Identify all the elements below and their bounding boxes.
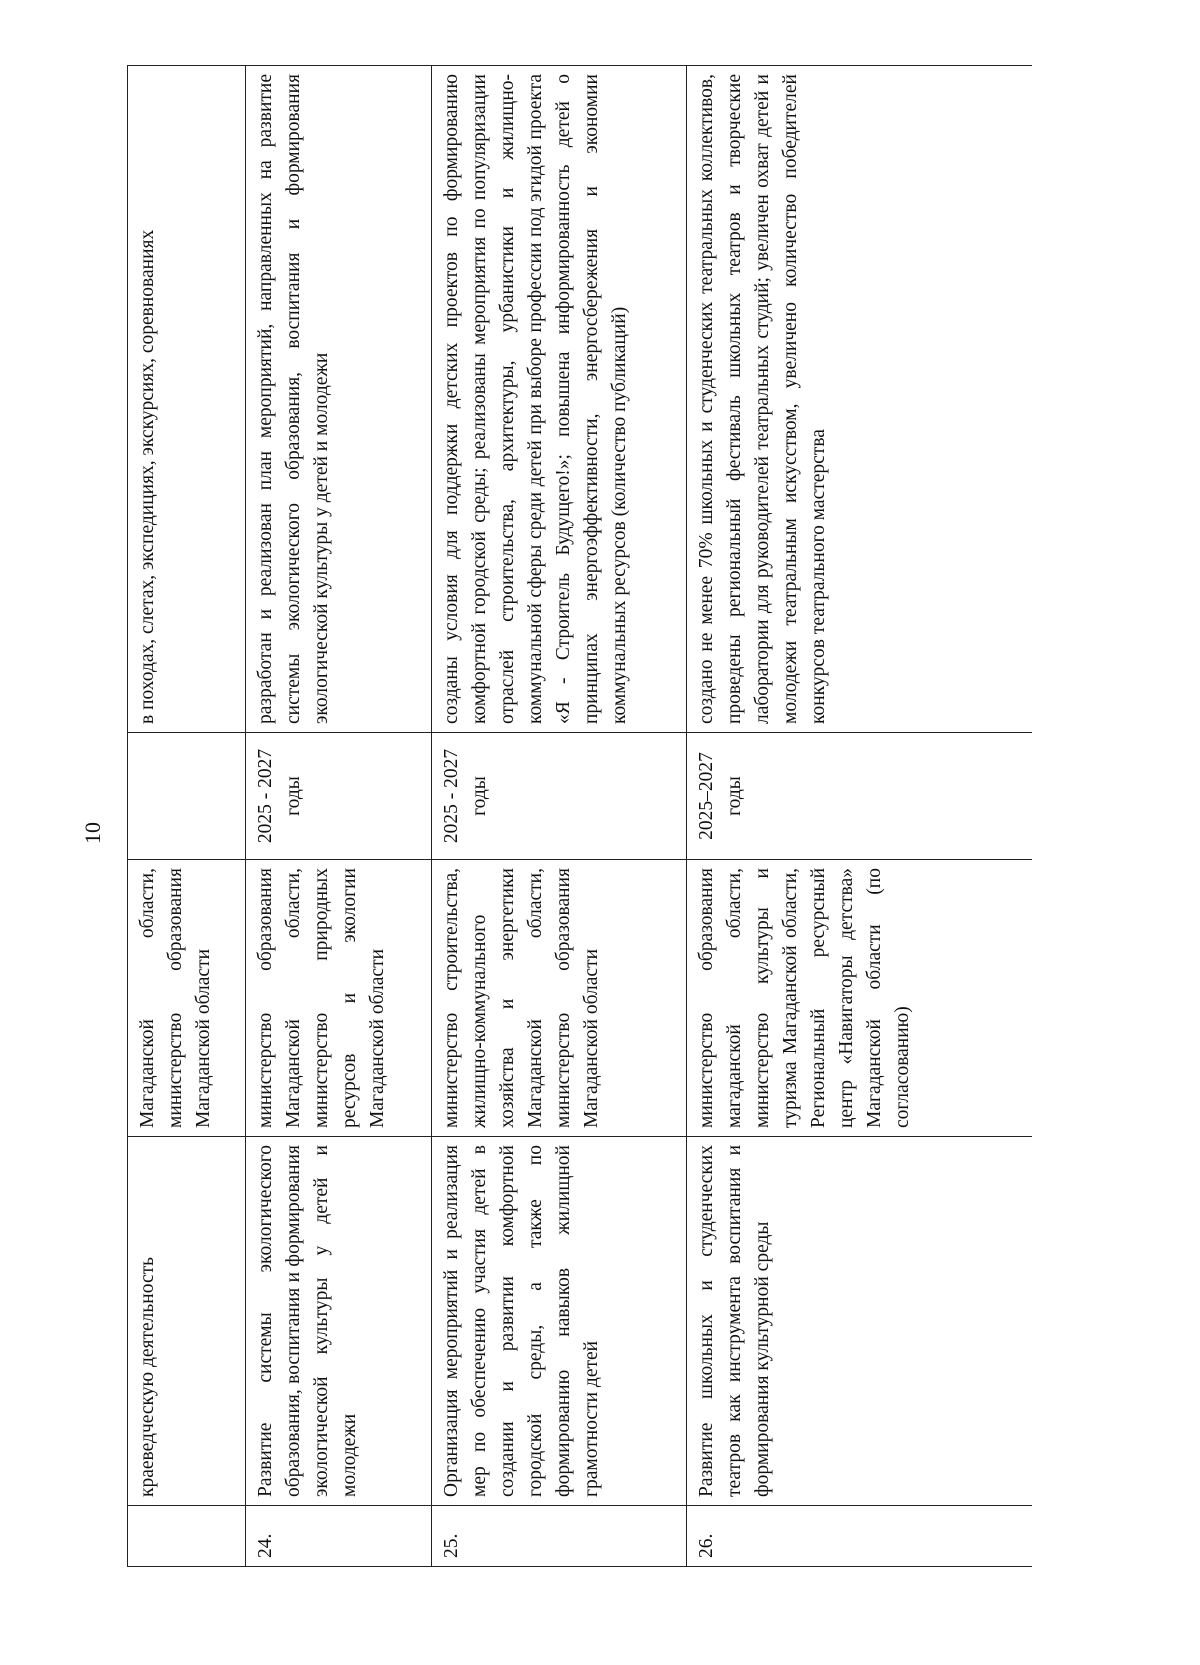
result-cell: создано не менее 70% школьных и студенческих театральных коллективов, проведены региональный фестиваль школьных театров и творческие лаборатории для руководителей театральных студий; увеличен охват детей и молодежи театральным искусством, увеличено количество победителей конкурсов театрального мастерства [687, 66, 1033, 733]
term-cell: 2025–2027 годы [687, 733, 1033, 860]
result-cell: созданы условия для поддержки детских проектов по формированию комфортной городской среды; реализованы мероприятия по популяризации отраслей строительства, архитектуры, урбанистики и жилищно-коммунальной сферы среди детей при выборе профессии под эгидой проекта «Я - Строитель Будущего!»; повышена информированность детей о принципах энергоэффективности, энергосбережения и экономии коммунальных ресурсов (количество публикаций) [432, 66, 687, 733]
table-row [432, 66, 687, 1567]
table-row [687, 66, 1033, 1567]
measure-name-cell: Развитие школьных и студенческих театров как инструмента воспитания и формирования культурной среды [687, 1137, 1033, 1506]
term-cell: 2025 - 2027 годы [432, 733, 687, 860]
row-number-cell: 24. [246, 1506, 432, 1567]
term-cell: 2025 - 2027 годы [246, 733, 432, 860]
executors-cell: министерство образования Магаданской области, министерство природных ресурсов и экологии Магаданской области [246, 860, 432, 1137]
executors-cell: министерство образования магаданской области, министерство культуры и туризма Магаданской области, Региональный ресурсный центр «Навигаторы детства» Магаданской области (по согласованию) [687, 860, 1033, 1137]
measure-name-cell: краеведческую деятельность [128, 1137, 246, 1506]
measure-name-cell: Развитие системы экологического образования, воспитания и формирования экологической культуры у детей и молодежи [246, 1137, 432, 1506]
page-number: 10 [80, 822, 105, 844]
measure-name-cell: Организация мероприятий и реализация мер по обеспечению участия детей в создании и развитии комфортной городской среды, а также по формированию навыков жилищной грамотности детей [432, 1137, 687, 1506]
rotated-content [127, 65, 1032, 1567]
term-cell [128, 733, 246, 860]
result-cell: разработан и реализован план мероприятий, направленных на развитие системы экологического образования, воспитания и формирования экологической культуры у детей и молодежи [246, 66, 432, 733]
measures-table [127, 65, 1032, 1567]
table-row [128, 66, 246, 1567]
rotated-page [127, 65, 1032, 1567]
row-number-cell: 26. [687, 1506, 1033, 1567]
row-number-cell: 25. [432, 1506, 687, 1567]
table-row [246, 66, 432, 1567]
result-cell: в походах, слетах, экспедициях, экскурсиях, соревнованиях [128, 66, 246, 733]
executors-cell: министерство строительства, жилищно-коммунального хозяйства и энергетики Магаданской области, министерство образования Магаданской области [432, 860, 687, 1137]
executors-cell: Магаданской области, министерство образования Магаданской области [128, 860, 246, 1137]
row-number-cell [128, 1506, 246, 1567]
